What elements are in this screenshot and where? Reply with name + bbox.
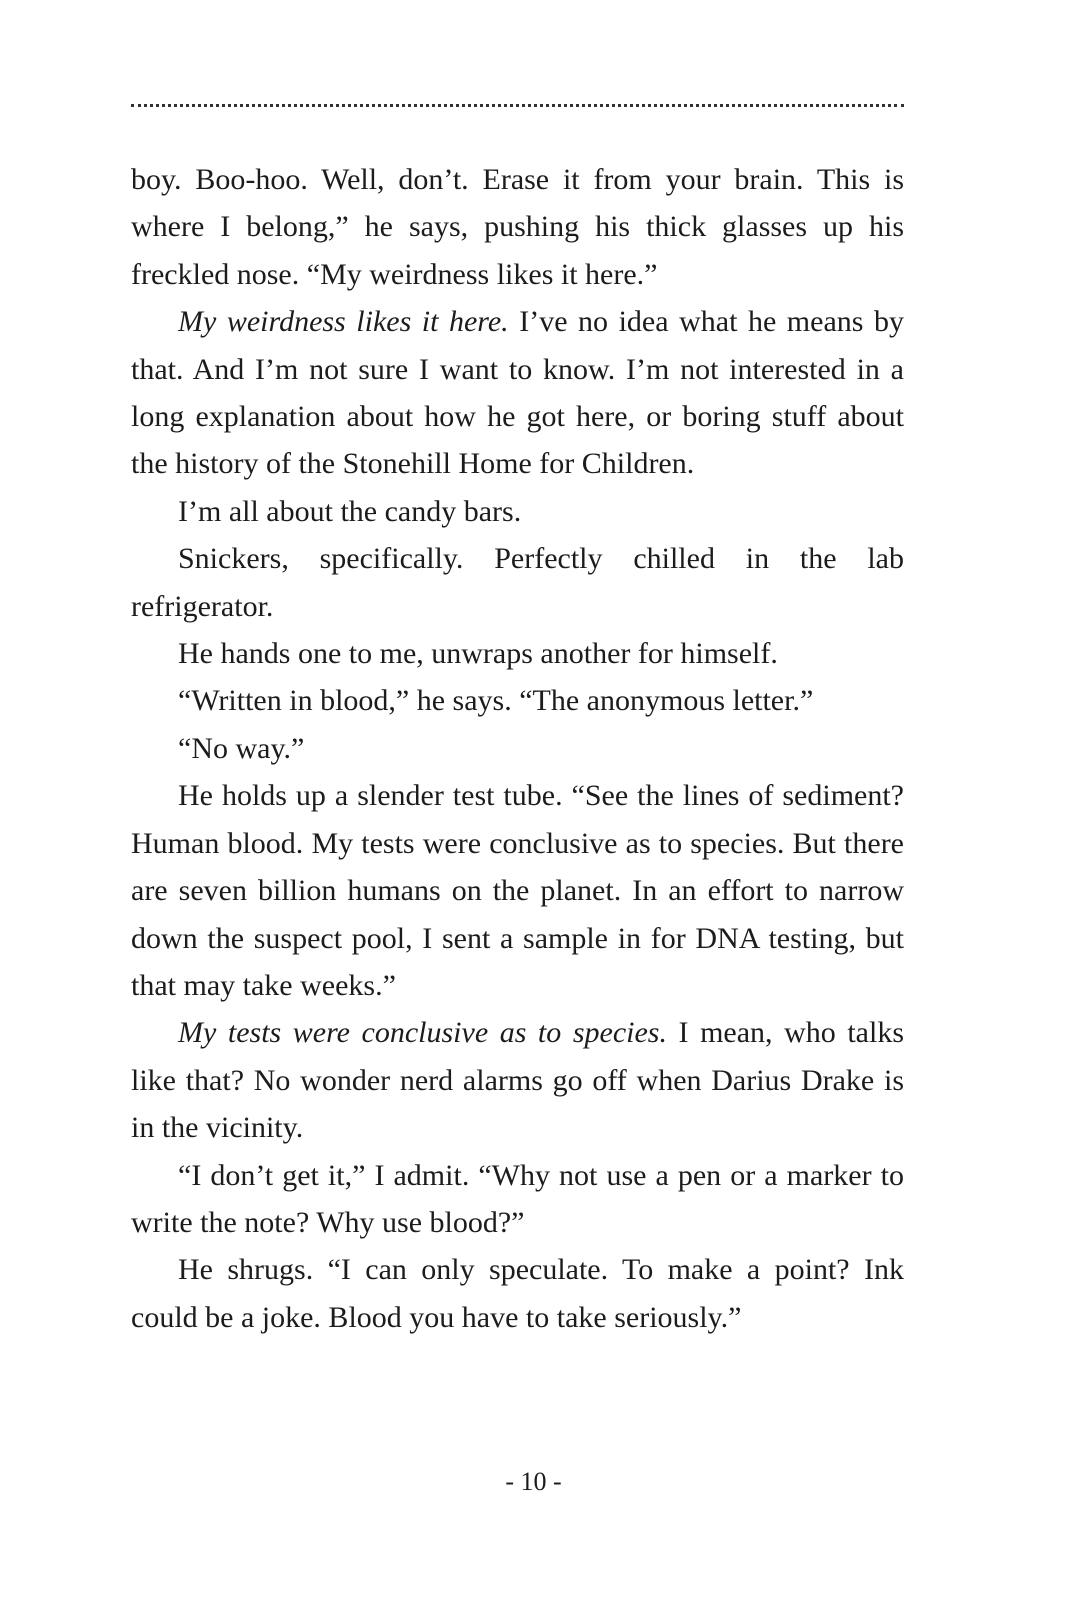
paragraph — [131, 630, 904, 677]
paragraph — [131, 772, 904, 1009]
paragraph — [131, 1009, 904, 1151]
italic-text: My tests were conclusive as to species. — [178, 1016, 667, 1050]
paragraph-text: “I don’t get it,” I admit. “Why not use a pen or a marker to write the note? Why use blood?” — [131, 1158, 904, 1239]
paragraph-text: He holds up a slender test tube. “See the lines of sediment? Human blood. My tests were conclusive as to species. But there are seven billion humans on the planet. In an effort to narrow down the suspect pool, I sent a sample in for DNA testing, but that may take weeks.” — [131, 779, 904, 1002]
paragraph — [131, 1152, 904, 1247]
italic-text: My weirdness likes it here. — [178, 305, 509, 339]
paragraph — [131, 677, 904, 724]
paragraph — [131, 535, 904, 630]
paragraph-text: “Written in blood,” he says. “The anonymous letter.” — [178, 684, 814, 718]
paragraph — [131, 156, 904, 298]
paragraph-text: I’ve no idea what he means by that. And I’m not sure I want to know. I’m not interested in a long explanation about how he got here, or boring stuff about the history of the Stonehill Home for Children. — [131, 305, 904, 481]
paragraph — [131, 725, 904, 772]
paragraph — [131, 298, 904, 488]
paragraph — [131, 1246, 904, 1341]
header-dotted-rule — [131, 104, 904, 107]
paragraph-text: He shrugs. “I can only speculate. To make a point? Ink could be a joke. Blood you have to take seriously.” — [131, 1253, 904, 1334]
page-number: - 10 - — [505, 1467, 562, 1496]
paragraph-text: boy. Boo-hoo. Well, don’t. Erase it from your brain. This is where I belong,” he says, pushing his thick glasses up his freckled nose. “My weirdness likes it here.” — [131, 163, 904, 291]
body-text — [131, 156, 904, 1341]
paragraph-text: Snickers, specifically. Perfectly chilled in the lab refrigerator. — [131, 542, 904, 623]
paragraph-text: I’m all about the candy bars. — [178, 494, 522, 528]
paragraph-text: He hands one to me, unwraps another for himself. — [178, 637, 778, 671]
paragraph-text: I mean, who talks like that? No wonder nerd alarms go off when Darius Drake is in the vicinity. — [131, 1016, 904, 1145]
paragraph — [131, 488, 904, 535]
paragraph-text: “No way.” — [178, 731, 305, 765]
